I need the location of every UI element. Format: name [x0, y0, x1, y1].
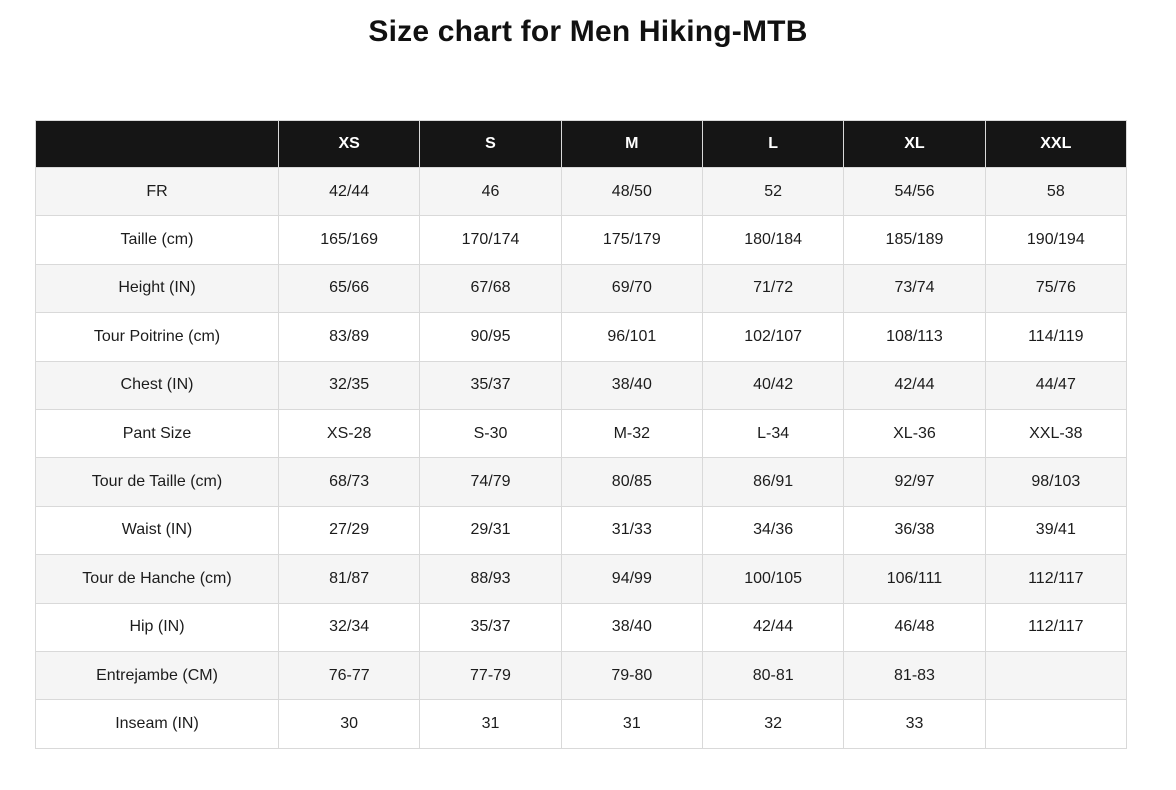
size-value-cell: 35/37 — [420, 361, 561, 409]
size-value-cell: 81-83 — [844, 651, 985, 699]
size-value-cell: 46/48 — [844, 603, 985, 651]
size-value-cell: 42/44 — [279, 168, 420, 216]
table-row — [36, 264, 1127, 312]
size-value-cell: 48/50 — [561, 168, 702, 216]
size-value-cell: 46 — [420, 168, 561, 216]
table-row — [36, 168, 1127, 216]
size-value-cell: 112/117 — [985, 555, 1126, 603]
size-value-cell: 69/70 — [561, 264, 702, 312]
size-value-cell: 68/73 — [279, 458, 420, 506]
size-table — [35, 120, 1127, 749]
header-row — [36, 121, 1127, 168]
size-value-cell: 73/74 — [844, 264, 985, 312]
size-value-cell: 38/40 — [561, 361, 702, 409]
row-label: FR — [36, 168, 279, 216]
row-label: Inseam (IN) — [36, 700, 279, 748]
size-value-cell: 38/40 — [561, 603, 702, 651]
size-value-cell: 42/44 — [702, 603, 843, 651]
size-value-cell: 34/36 — [702, 506, 843, 554]
size-value-cell: 31 — [561, 700, 702, 748]
size-value-cell: 30 — [279, 700, 420, 748]
size-value-cell: 190/194 — [985, 216, 1126, 264]
row-label: Waist (IN) — [36, 506, 279, 554]
table-row — [36, 361, 1127, 409]
column-header-l: L — [702, 121, 843, 168]
size-value-cell: 42/44 — [844, 361, 985, 409]
size-value-cell: 165/169 — [279, 216, 420, 264]
size-value-cell: 100/105 — [702, 555, 843, 603]
column-header-xl: XL — [844, 121, 985, 168]
size-value-cell: 83/89 — [279, 313, 420, 361]
size-table-header — [36, 121, 1127, 168]
size-value-cell: 52 — [702, 168, 843, 216]
size-value-cell: 35/37 — [420, 603, 561, 651]
size-value-cell: M-32 — [561, 409, 702, 457]
size-value-cell: 90/95 — [420, 313, 561, 361]
row-label: Chest (IN) — [36, 361, 279, 409]
size-value-cell — [985, 651, 1126, 699]
corner-header-cell — [36, 121, 279, 168]
size-value-cell: 33 — [844, 700, 985, 748]
size-value-cell: 80/85 — [561, 458, 702, 506]
size-table-body — [36, 168, 1127, 749]
table-row — [36, 555, 1127, 603]
size-value-cell: 32 — [702, 700, 843, 748]
row-label: Hip (IN) — [36, 603, 279, 651]
size-value-cell: 67/68 — [420, 264, 561, 312]
row-label: Height (IN) — [36, 264, 279, 312]
size-value-cell: 96/101 — [561, 313, 702, 361]
table-row — [36, 313, 1127, 361]
size-value-cell: 40/42 — [702, 361, 843, 409]
size-value-cell: XL-36 — [844, 409, 985, 457]
size-value-cell: L-34 — [702, 409, 843, 457]
size-value-cell — [985, 700, 1126, 748]
table-row — [36, 409, 1127, 457]
size-value-cell: 80-81 — [702, 651, 843, 699]
size-value-cell: 75/76 — [985, 264, 1126, 312]
size-value-cell: 58 — [985, 168, 1126, 216]
size-value-cell: 81/87 — [279, 555, 420, 603]
row-label: Pant Size — [36, 409, 279, 457]
size-value-cell: 106/111 — [844, 555, 985, 603]
column-header-xs: XS — [279, 121, 420, 168]
row-label: Tour de Taille (cm) — [36, 458, 279, 506]
size-value-cell: 36/38 — [844, 506, 985, 554]
size-value-cell: 76-77 — [279, 651, 420, 699]
row-label: Tour de Hanche (cm) — [36, 555, 279, 603]
size-value-cell: 88/93 — [420, 555, 561, 603]
size-value-cell: 77-79 — [420, 651, 561, 699]
size-value-cell: 108/113 — [844, 313, 985, 361]
size-value-cell: 32/35 — [279, 361, 420, 409]
size-value-cell: 86/91 — [702, 458, 843, 506]
size-value-cell: XXL-38 — [985, 409, 1126, 457]
column-header-s: S — [420, 121, 561, 168]
size-value-cell: 92/97 — [844, 458, 985, 506]
size-value-cell: 31 — [420, 700, 561, 748]
size-value-cell: 175/179 — [561, 216, 702, 264]
size-value-cell: 98/103 — [985, 458, 1126, 506]
table-row — [36, 651, 1127, 699]
size-value-cell: 54/56 — [844, 168, 985, 216]
table-row — [36, 458, 1127, 506]
column-header-m: M — [561, 121, 702, 168]
row-label: Tour Poitrine (cm) — [36, 313, 279, 361]
size-value-cell: 74/79 — [420, 458, 561, 506]
size-value-cell: 114/119 — [985, 313, 1126, 361]
table-row — [36, 216, 1127, 264]
size-value-cell: 185/189 — [844, 216, 985, 264]
size-value-cell: XS-28 — [279, 409, 420, 457]
table-row — [36, 603, 1127, 651]
size-value-cell: 32/34 — [279, 603, 420, 651]
size-value-cell: 39/41 — [985, 506, 1126, 554]
size-value-cell: 102/107 — [702, 313, 843, 361]
size-value-cell: 170/174 — [420, 216, 561, 264]
page-title: Size chart for Men Hiking-MTB — [368, 15, 808, 48]
size-value-cell: 31/33 — [561, 506, 702, 554]
size-value-cell: 112/117 — [985, 603, 1126, 651]
size-value-cell: 65/66 — [279, 264, 420, 312]
size-value-cell: 27/29 — [279, 506, 420, 554]
size-value-cell: 79-80 — [561, 651, 702, 699]
size-value-cell: 29/31 — [420, 506, 561, 554]
column-header-xxl: XXL — [985, 121, 1126, 168]
table-row — [36, 700, 1127, 748]
row-label: Entrejambe (CM) — [36, 651, 279, 699]
size-chart-table-container — [35, 120, 1127, 749]
size-value-cell: 44/47 — [985, 361, 1126, 409]
size-value-cell: 71/72 — [702, 264, 843, 312]
row-label: Taille (cm) — [36, 216, 279, 264]
size-value-cell: 180/184 — [702, 216, 843, 264]
size-value-cell: S-30 — [420, 409, 561, 457]
table-row — [36, 506, 1127, 554]
size-value-cell: 94/99 — [561, 555, 702, 603]
